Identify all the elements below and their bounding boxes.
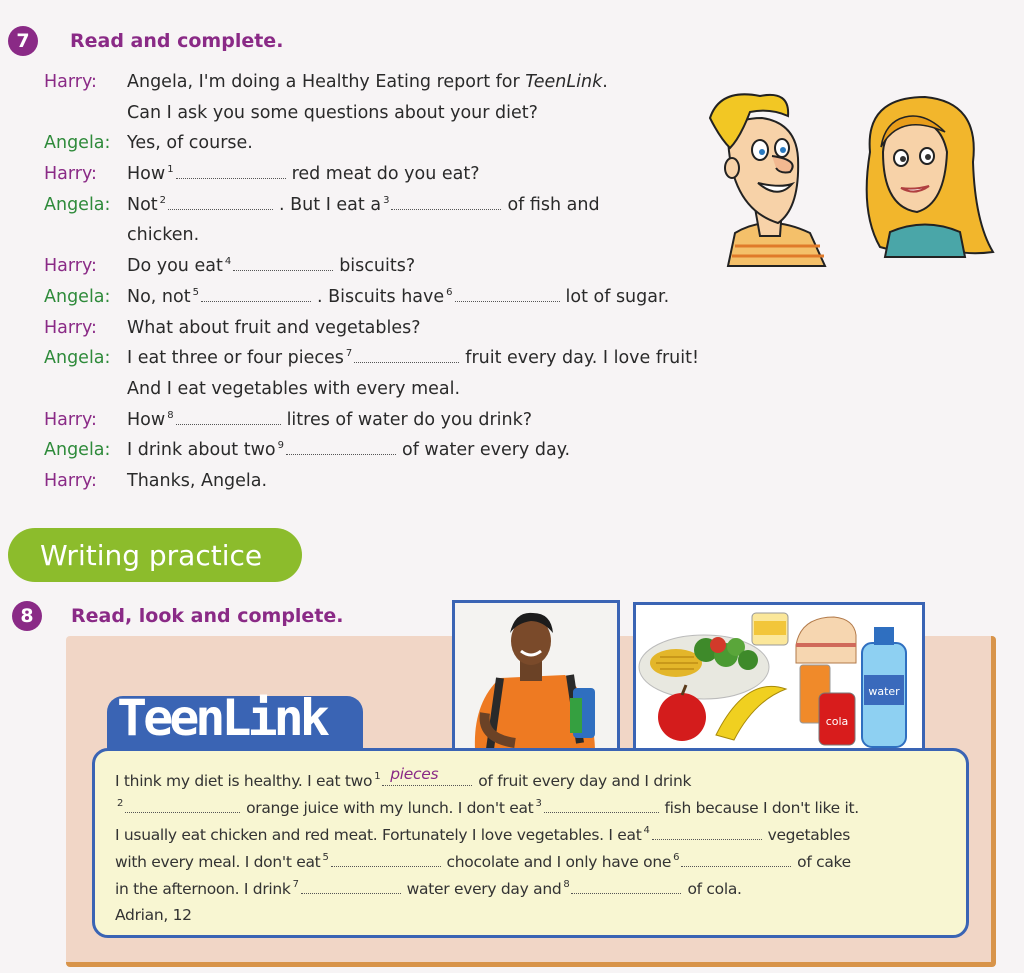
speaker-label: Angela: [44,133,111,154]
dialogue-text: I eat three or four pieces $^7$ fruit every day. I love fruit! [127,348,700,369]
exercise-8-number: 8 [12,601,42,631]
dialogue-text: Thanks, Angela. [127,470,268,491]
dialogue [44,70,784,500]
speaker-label: Harry: [44,317,97,338]
dialogue-text: I drink about two $^9$ of water every day. [127,440,571,461]
dialogue-text: No, not $^5$ . Biscuits have $^6$ lot of sugar. [127,286,670,307]
card-line: I think my diet is healthy. I eat two $^1$ pieces of fruit every day and I drink [115,765,692,790]
boy-photo [452,600,620,752]
dialogue-text: Do you eat $^4$ biscuits? [127,256,416,277]
dialogue-line [44,377,784,408]
blank-5[interactable] [201,289,311,302]
food-photo [633,602,925,754]
blank-1[interactable] [176,166,286,179]
speaker-label: Harry: [44,164,97,185]
speaker-label: Harry: [44,256,97,277]
speaker-label: Angela: [44,348,111,369]
dialogue-text: Angela, I'm doing a Healthy Eating report for TeenLink. [127,72,608,92]
blank-3[interactable] [391,197,501,210]
speaker-label: Harry: [44,72,97,92]
dialogue-text: How $^1$ red meat do you eat? [127,164,480,185]
dialogue-line [44,285,784,316]
dialogue-text: What about fruit and vegetables? [127,317,421,338]
dialogue-line [44,101,784,132]
speaker-label: Harry: [44,470,97,491]
card-line: in the afternoon. I drink $^7$ water every day and $^8$ of cola. [115,879,742,898]
dialogue-line [44,131,784,162]
speaker-label: Angela: [44,440,111,461]
dialogue-line [44,193,784,224]
card-line: with every meal. I don't eat $^5$ chocolate and I only have one $^6$ of cake [115,852,851,871]
blank-7[interactable] [354,350,459,363]
blank-9[interactable] [286,442,396,455]
blank-2[interactable] [125,800,240,813]
speaker-label: Angela: [44,286,111,307]
dialogue-text: And I eat vegetables with every meal. [127,378,461,399]
healthy-food-illustration [636,605,922,751]
blank-6[interactable] [681,854,791,867]
blank-4[interactable] [652,827,762,840]
dialogue-line [44,223,784,254]
dialogue-line [44,316,784,347]
answer-pieces: pieces [390,765,439,783]
dialogue-line [44,438,784,469]
boy-with-backpack-illustration [455,603,617,749]
writing-practice-banner: Writing practice [8,528,302,582]
dialogue-line [44,469,784,500]
blank-4[interactable] [233,258,333,271]
dialogue-line [44,162,784,193]
blank-1-answered[interactable] [382,765,472,786]
teenlink-text-card [92,748,969,938]
dialogue-line [44,70,784,101]
exercise-8-title: Read, look and complete. [71,605,344,627]
harry-cartoon-illustration [700,88,835,268]
dialogue-text: Can I ask you some questions about your diet? [127,102,538,123]
teenlink-logo: TeenLink [117,689,326,747]
exercise-7-number: 7 [8,26,38,56]
blank-5[interactable] [331,854,441,867]
dialogue-text: How $^8$ litres of water do you drink? [127,409,533,430]
dialogue-text: chicken. [127,225,200,246]
exercise-7-title: Read and complete. [70,30,284,52]
blank-3[interactable] [544,800,659,813]
signature: Adrian, 12 [115,906,192,924]
blank-8[interactable] [571,881,681,894]
cola-can-label: cola [825,715,849,728]
speaker-label: Angela: [44,194,111,215]
blank-8[interactable] [176,412,281,425]
speaker-label: Harry: [44,409,97,430]
angela-cartoon-illustration [845,92,995,260]
blank-6[interactable] [455,289,560,302]
card-line: $^2$ orange juice with my lunch. I don't eat $^3$ fish because I don't like it. [117,798,859,817]
dialogue-text: Not $^2$ . But I eat a $^3$ of fish and [127,194,600,215]
dialogue-line [44,408,784,439]
dialogue-text: Yes, of course. [127,133,253,154]
card-line: I usually eat chicken and red meat. Fortunately I love vegetables. I eat $^4$ vegetables [115,825,850,844]
dialogue-line [44,346,784,377]
blank-2[interactable] [168,197,273,210]
blank-7[interactable] [301,881,401,894]
water-bottle-label: water [868,685,900,698]
dialogue-line [44,254,784,285]
